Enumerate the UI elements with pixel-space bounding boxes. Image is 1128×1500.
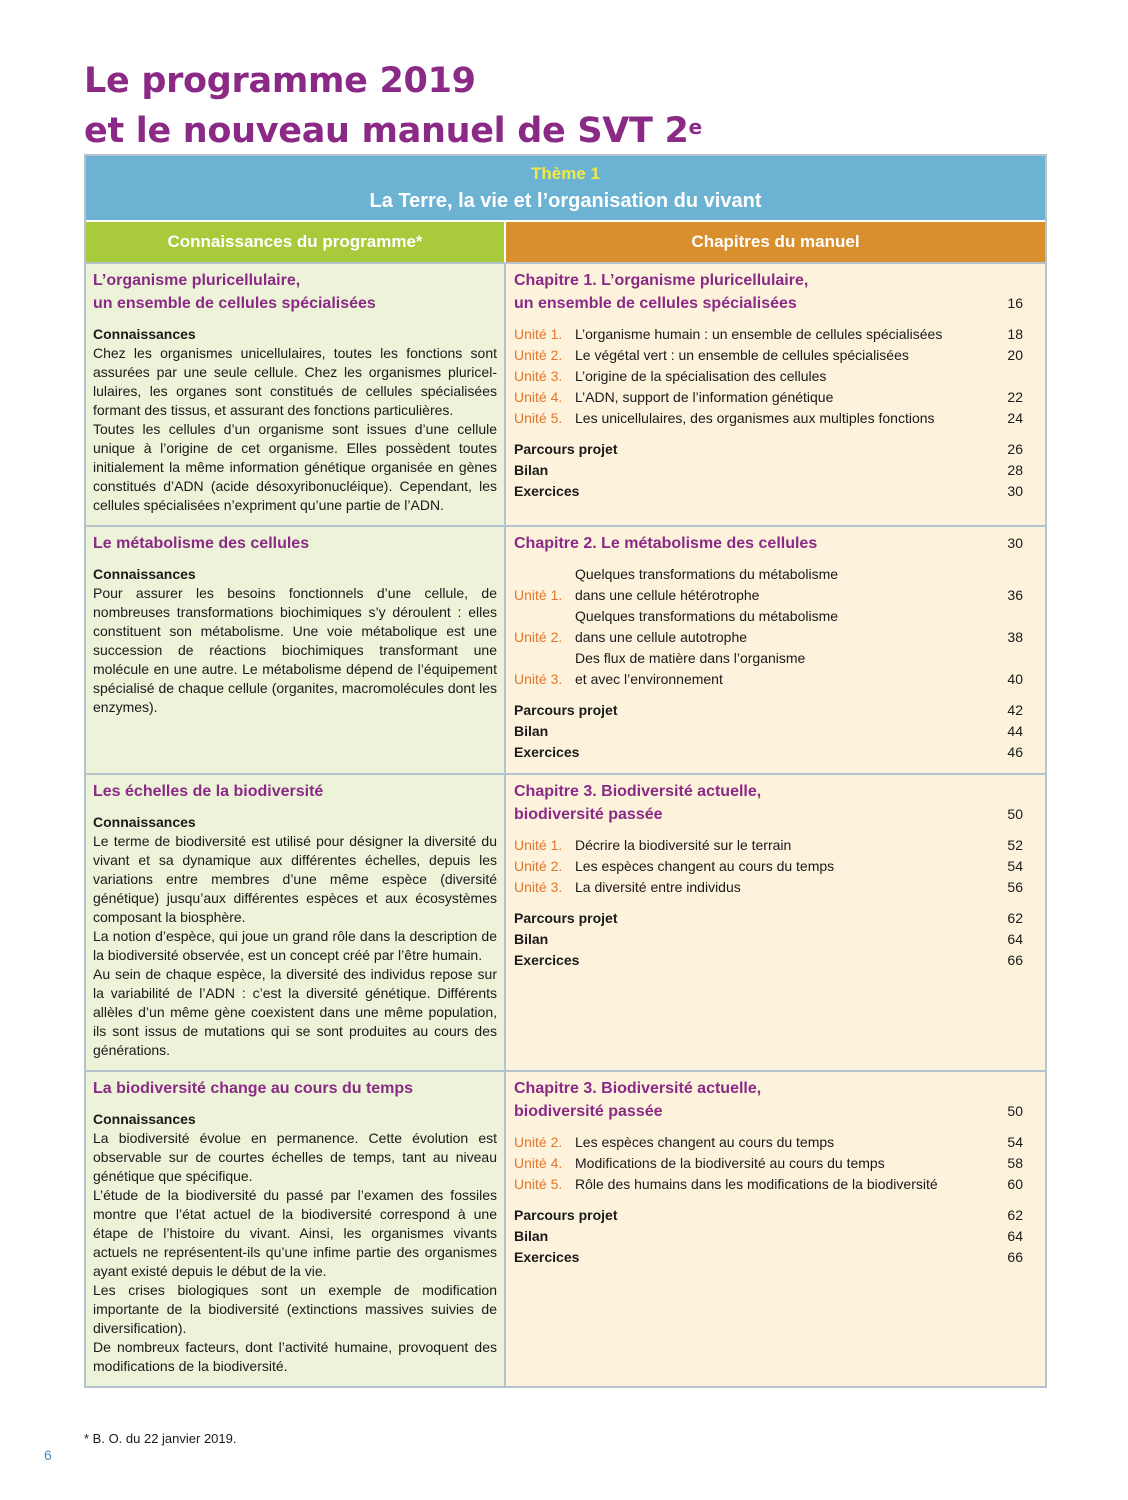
unit-label: Unité 1. xyxy=(514,837,563,853)
table-row xyxy=(86,262,1045,525)
column-headers xyxy=(86,220,1045,262)
table-row xyxy=(86,773,1045,1070)
knowledge-paragraph: La notion d’espèce, qui joue un grand rôle dans la description de la biodiversité observée, est un concept créé par l’être humain. xyxy=(93,928,497,963)
knowledge-paragraph: La biodiversité évolue en permanence. Cette évolution est observable sur de courtes échelles de temps, tant au niveau génétique que spécifique. xyxy=(93,1130,497,1184)
theme-number: Thème 1 xyxy=(531,164,600,183)
unit-title: Les unicellulaires, des organismes aux multiples fonctions xyxy=(575,410,935,426)
unit-title: Les espèces changent au cours du temps xyxy=(575,1134,835,1150)
extra-item xyxy=(514,1226,1023,1247)
page-number: 6 xyxy=(44,1447,52,1463)
chapter-cell xyxy=(504,1072,1045,1386)
page-title xyxy=(84,56,702,156)
unit-title: Les espèces changent au cours du temps xyxy=(575,858,835,874)
chapter-title: Chapitre 3. Biodiversité actuelle, biodiversité passée xyxy=(514,1080,762,1120)
extra-item xyxy=(514,460,1023,481)
extra-label: Bilan xyxy=(514,1228,549,1244)
unit-item xyxy=(514,408,1023,429)
chapter-extras xyxy=(514,439,1023,502)
knowledge-cell xyxy=(86,775,504,1070)
knowledge-paragraph: Les crises biologiques sont un exemple de modification importante de la biodiversité (extinctions massives suivies de diversification). xyxy=(93,1282,497,1336)
unit-label: Unité 2. xyxy=(514,347,563,363)
knowledge-paragraph: De nombreux facteurs, dont l’activité humaine, provoquent des modifications de la biodiversité. xyxy=(93,1339,497,1374)
knowledge-paragraph: Toutes les cellules d’un organisme sont issues d’une cellule unique à l’origine de cet organisme. Elles possèdent toutes initialement la même information génétique organisée en gènes constitués d’ADN (acide désoxyribonucléique). Cependant, les cellules spécialisées n’expriment qu’une partie de l’ADN. xyxy=(93,421,497,513)
unit-page: 54 xyxy=(1007,1134,1023,1150)
extra-label: Bilan xyxy=(514,931,549,947)
table-body xyxy=(86,262,1045,1386)
chapter-title: Chapitre 3. Biodiversité actuelle, biodiversité passée xyxy=(514,783,762,823)
unit-title: L’ADN, support de l’information génétique xyxy=(575,389,834,405)
unit-title: Quelques transformations du métabolisme dans une cellule autotrophe xyxy=(575,608,839,645)
unit-item xyxy=(514,1174,1023,1195)
unit-item xyxy=(514,387,1023,408)
unit-item xyxy=(514,366,1023,387)
extra-item xyxy=(514,908,1023,929)
knowledge-text xyxy=(93,832,497,1060)
chapter-title: Chapitre 1. L’organisme pluricellulaire, un ensemble de cellules spécialisées xyxy=(514,272,809,312)
extra-item xyxy=(514,1205,1023,1226)
unit-page: 18 xyxy=(1007,326,1023,342)
unit-page: 36 xyxy=(1007,587,1023,603)
extra-page: 64 xyxy=(1007,1228,1023,1244)
extra-item xyxy=(514,929,1023,950)
extra-item xyxy=(514,481,1023,502)
extra-label: Bilan xyxy=(514,723,549,739)
unit-label: Unité 4. xyxy=(514,1155,563,1171)
chapter-title: Chapitre 2. Le métabolisme des cellules xyxy=(514,535,818,552)
unit-title: Des flux de matière dans l’organisme et avec l’environnement xyxy=(575,650,806,687)
theme-header xyxy=(86,156,1045,220)
chapter-page: 50 xyxy=(1007,806,1023,822)
page-title-line-2-text: et le nouveau manuel de SVT 2 xyxy=(84,111,689,151)
extra-page: 26 xyxy=(1007,441,1023,457)
unit-page: 20 xyxy=(1007,347,1023,363)
unit-page: 40 xyxy=(1007,671,1023,687)
chapter-page: 50 xyxy=(1007,1103,1023,1119)
extra-label: Exercices xyxy=(514,483,580,499)
knowledge-title: L’organisme pluricellulaire, un ensemble de cellules spécialisées xyxy=(93,272,376,312)
extra-page: 28 xyxy=(1007,462,1023,478)
unit-title: L’origine de la spécialisation des cellules xyxy=(575,368,827,384)
knowledge-text xyxy=(93,1129,497,1376)
program-table xyxy=(84,154,1047,1388)
knowledge-cell xyxy=(86,527,504,773)
unit-page: 38 xyxy=(1007,629,1023,645)
extra-label: Exercices xyxy=(514,952,580,968)
chapter-heading xyxy=(514,780,1023,826)
unit-title: Quelques transformations du métabolisme dans une cellule hétérotrophe xyxy=(575,566,839,603)
extra-page: 30 xyxy=(1007,483,1023,499)
chapter-heading xyxy=(514,532,1023,555)
chapter-heading xyxy=(514,269,1023,315)
chapter-cell xyxy=(504,527,1045,773)
knowledge-text xyxy=(93,344,497,515)
unit-item xyxy=(514,345,1023,366)
knowledge-title: Les échelles de la biodiversité xyxy=(93,783,324,800)
chapter-page: 30 xyxy=(1007,535,1023,551)
unit-label: Unité 1. xyxy=(514,326,563,342)
unit-label: Unité 2. xyxy=(514,858,563,874)
unit-page: 22 xyxy=(1007,389,1023,405)
unit-label: Unité 1. xyxy=(514,587,563,603)
unit-item xyxy=(514,606,1023,648)
knowledge-label: Connaissances xyxy=(93,814,196,830)
column-header-chapters: Chapitres du manuel xyxy=(504,222,1045,262)
extra-page: 44 xyxy=(1007,723,1023,739)
knowledge-label: Connaissances xyxy=(93,326,196,342)
unit-page: 24 xyxy=(1007,410,1023,426)
knowledge-label: Connaissances xyxy=(93,1111,196,1127)
unit-item xyxy=(514,856,1023,877)
extra-label: Parcours projet xyxy=(514,1207,618,1223)
chapter-cell xyxy=(504,775,1045,1070)
table-row xyxy=(86,1070,1045,1386)
unit-label: Unité 3. xyxy=(514,879,563,895)
extra-label: Exercices xyxy=(514,1249,580,1265)
unit-page: 54 xyxy=(1007,858,1023,874)
extra-label: Parcours projet xyxy=(514,910,618,926)
page-title-line-2 xyxy=(84,106,702,156)
chapter-extras xyxy=(514,908,1023,971)
unit-page: 56 xyxy=(1007,879,1023,895)
extra-page: 42 xyxy=(1007,702,1023,718)
unit-label: Unité 3. xyxy=(514,368,563,384)
page-title-superscript: e xyxy=(688,115,702,139)
extra-item xyxy=(514,700,1023,721)
unit-item xyxy=(514,564,1023,606)
knowledge-title: Le métabolisme des cellules xyxy=(93,535,310,552)
unit-label: Unité 2. xyxy=(514,629,563,645)
unit-title: Décrire la biodiversité sur le terrain xyxy=(575,837,792,853)
chapter-extras xyxy=(514,700,1023,763)
unit-label: Unité 3. xyxy=(514,671,563,687)
chapter-page: 16 xyxy=(1007,295,1023,311)
unit-label: Unité 2. xyxy=(514,1134,563,1150)
knowledge-paragraph: Le terme de biodiversité est utilisé pour désigner la diversité du vivant et sa dynamique aux différentes échelles, depuis les variations entre membres d’une même espèce (diversité génétique) jusqu’aux différentes espèces et aux écosystèmes composant la biosphère. xyxy=(93,833,497,925)
knowledge-text xyxy=(93,584,497,717)
extra-label: Parcours projet xyxy=(514,441,618,457)
unit-title: Le végétal vert : un ensemble de cellules spécialisées xyxy=(575,347,909,363)
unit-item xyxy=(514,324,1023,345)
unit-item xyxy=(514,648,1023,690)
chapter-heading xyxy=(514,1077,1023,1123)
extra-label: Parcours projet xyxy=(514,702,618,718)
extra-item xyxy=(514,742,1023,763)
unit-item xyxy=(514,835,1023,856)
chapter-extras xyxy=(514,1205,1023,1268)
knowledge-title: La biodiversité change au cours du temps xyxy=(93,1080,414,1097)
extra-page: 64 xyxy=(1007,931,1023,947)
unit-page: 52 xyxy=(1007,837,1023,853)
extra-page: 66 xyxy=(1007,952,1023,968)
theme-title: La Terre, la vie et l’organisation du vivant xyxy=(369,190,762,212)
knowledge-paragraph: Au sein de chaque espèce, la diversité des individus repose sur la variabilité de l’ADN : c’est la diversité génétique. Différents allèles d’un même gène coexistent dans une même population, ils sont issus de mutations qui se sont produites au cours des générations. xyxy=(93,966,497,1058)
unit-title: Rôle des humains dans les modifications de la biodiversité xyxy=(575,1176,938,1192)
knowledge-cell xyxy=(86,264,504,525)
extra-item xyxy=(514,1247,1023,1268)
extra-page: 62 xyxy=(1007,1207,1023,1223)
table-row xyxy=(86,525,1045,773)
unit-item xyxy=(514,877,1023,898)
unit-title: Modifications de la biodiversité au cours du temps xyxy=(575,1155,885,1171)
extra-page: 46 xyxy=(1007,744,1023,760)
page-title-line-1: Le programme 2019 xyxy=(84,61,476,101)
knowledge-cell xyxy=(86,1072,504,1386)
unit-item xyxy=(514,1153,1023,1174)
unit-item xyxy=(514,1132,1023,1153)
unit-label: Unité 5. xyxy=(514,410,563,426)
extra-item xyxy=(514,439,1023,460)
chapter-cell xyxy=(504,264,1045,525)
unit-page: 60 xyxy=(1007,1176,1023,1192)
unit-label: Unité 5. xyxy=(514,1176,563,1192)
knowledge-paragraph: Chez les organismes unicellulaires, toutes les fonctions sont assurées par une seule cellule. Chez les organismes pluricellulaires, les organes sont constitués de cellules spécialisées formant des tissus, et assurant des fonctions particulières. xyxy=(93,345,497,418)
unit-title: L’organisme humain : un ensemble de cellules spécialisées xyxy=(575,326,943,342)
extra-item xyxy=(514,721,1023,742)
footnote: * B. O. du 22 janvier 2019. xyxy=(84,1431,237,1446)
extra-page: 66 xyxy=(1007,1249,1023,1265)
unit-title: La diversité entre individus xyxy=(575,879,741,895)
knowledge-label: Connaissances xyxy=(93,566,196,582)
column-header-knowledge: Connaissances du programme* xyxy=(86,222,504,262)
extra-page: 62 xyxy=(1007,910,1023,926)
unit-page: 58 xyxy=(1007,1155,1023,1171)
extra-label: Exercices xyxy=(514,744,580,760)
knowledge-paragraph: L’étude de la biodiversité du passé par l’examen des fossiles montre que l’état actuel de la biodiversité correspond à une étape de l’histoire du vivant. Ainsi, les organismes vivants actuels ne représentent-ils qu’une infime partie des organismes ayant existé depuis le début de la vie. xyxy=(93,1187,497,1279)
extra-label: Bilan xyxy=(514,462,549,478)
unit-label: Unité 4. xyxy=(514,389,563,405)
knowledge-paragraph: Pour assurer les besoins fonctionnels d’une cellule, de nombreuses transformations biochimiques s’y déroulent : elles constituent son métabolisme. Une voie métabolique est une succession de réactions biochimiques transformant une molécule en une autre. Le métabolisme dépend de l’équipement spécialisé de chaque cellule (organites, macromolécules dont les enzymes). xyxy=(93,585,497,715)
extra-item xyxy=(514,950,1023,971)
